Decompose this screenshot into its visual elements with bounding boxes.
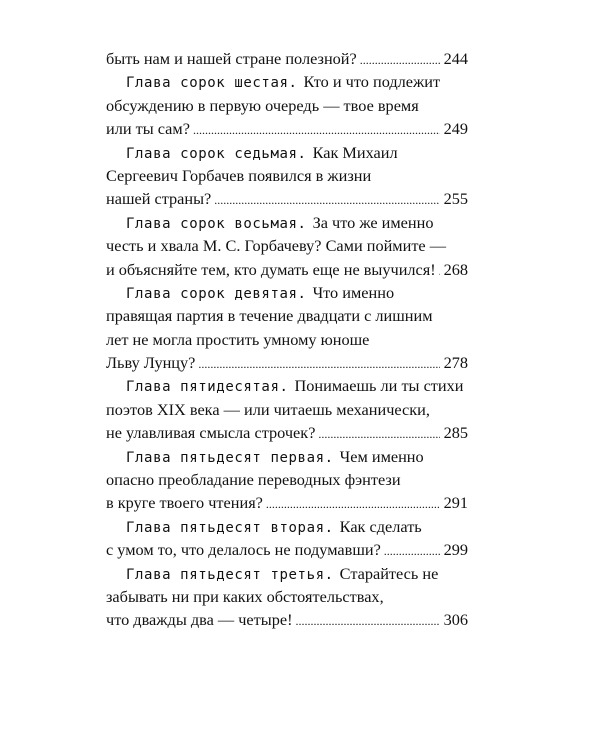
- page-number: 255: [443, 189, 468, 209]
- toc-entry-line: [106, 234, 468, 257]
- chapter-title-text: Как Михаил: [312, 142, 398, 162]
- chapter-title-text: что дважды два — четыре!: [106, 610, 293, 630]
- toc-entry-last-line: [106, 47, 468, 70]
- chapter-title-text: Что именно: [312, 282, 395, 302]
- chapter-title-text: обсуждению в первую очередь — твое время: [106, 95, 419, 115]
- dot-leader: [296, 610, 441, 633]
- chapter-title-text: За что же именно: [312, 212, 434, 232]
- page-number: 306: [443, 610, 468, 630]
- chapter-heading: Глава пятидесятая.: [126, 379, 289, 396]
- dot-leader: [266, 493, 440, 516]
- chapter-heading: Глава сорок девятая.: [126, 285, 307, 302]
- toc-entry-line: [106, 468, 468, 491]
- toc-entry[interactable]: [106, 47, 468, 70]
- chapter-title-text: правящая партия в течение двадцати с лишним: [106, 306, 433, 326]
- chapter-heading: Глава сорок седьмая.: [126, 145, 307, 162]
- dot-leader: [439, 260, 440, 283]
- toc-entry[interactable]: [106, 70, 468, 140]
- chapter-title-text: Льву Лунцу?: [106, 353, 196, 373]
- toc-entry-line: [106, 281, 468, 304]
- toc-entry[interactable]: [106, 445, 468, 515]
- toc-entry-line: [106, 398, 468, 421]
- toc-entry-last-line: [106, 351, 468, 374]
- chapter-title-text: Сергеевич Горбачев появился в жизни: [106, 165, 372, 185]
- chapter-title-text: или ты сам?: [106, 119, 190, 139]
- toc-entry-line: [106, 562, 468, 585]
- toc-entry[interactable]: [106, 211, 468, 281]
- chapter-title-text: Понимаешь ли ты стихи: [294, 376, 464, 396]
- toc-entry-last-line: [106, 187, 468, 210]
- chapter-title-text: Старайтесь не: [339, 563, 439, 583]
- toc-entry-line: [106, 141, 468, 164]
- chapter-title-text: забывать ни при каких обстоятельствах,: [106, 586, 384, 606]
- dot-leader: [198, 353, 440, 376]
- page-number: 268: [443, 259, 468, 279]
- chapter-title-text: опасно преобладание переводных фэнтези: [106, 470, 401, 490]
- page-number: 244: [443, 49, 468, 68]
- toc-entry-line: [106, 445, 468, 468]
- chapter-heading: Глава сорок восьмая.: [126, 215, 307, 232]
- toc-entry-last-line: [106, 258, 468, 281]
- chapter-heading: Глава пятьдесят вторая.: [126, 519, 334, 536]
- chapter-title-text: быть нам и нашей стране полезной?: [106, 49, 357, 68]
- toc-entry[interactable]: [106, 515, 468, 562]
- page-number: 249: [443, 119, 468, 139]
- chapter-title-text: нашей страны?: [106, 189, 212, 209]
- page-number: 278: [443, 353, 468, 373]
- page-number: 285: [443, 423, 468, 443]
- chapter-heading: Глава пятьдесят третья.: [126, 566, 334, 583]
- toc-entry[interactable]: [106, 281, 468, 375]
- toc-entry-line: [106, 211, 468, 234]
- page-number: 299: [443, 540, 468, 560]
- chapter-title-text: с умом то, что делалось не подумавши?: [106, 540, 381, 560]
- toc-entry-last-line: [106, 421, 468, 444]
- toc-entry-last-line: [106, 538, 468, 561]
- toc-entry[interactable]: [106, 141, 468, 211]
- toc-entry-line: [106, 164, 468, 187]
- toc-entry-line: [106, 585, 468, 608]
- toc-entry-last-line: [106, 608, 468, 631]
- chapter-title-text: в круге твоего чтения?: [106, 493, 263, 513]
- toc-entry-line: [106, 374, 468, 397]
- dot-leader: [318, 423, 440, 446]
- chapter-title-text: Кто и что подлежит: [303, 72, 441, 92]
- chapter-heading: Глава сорок шестая.: [126, 75, 298, 92]
- toc-entry-line: [106, 304, 468, 327]
- chapter-title-text: не улавливая смысла строчек?: [106, 423, 316, 443]
- toc-entry[interactable]: [106, 374, 468, 444]
- toc-entry-last-line: [106, 117, 468, 140]
- table-of-contents: [106, 47, 468, 632]
- chapter-title-text: Как сделать: [339, 516, 422, 536]
- chapter-title-text: поэтов XIX века — или читаешь механически,: [106, 399, 430, 419]
- chapter-title-text: лет не могла простить умному юноше: [106, 329, 370, 349]
- chapter-heading: Глава пятьдесят первая.: [126, 449, 334, 466]
- dot-leader: [360, 49, 440, 72]
- chapter-title-text: и объясняйте тем, кто думать еще не выучился!: [106, 259, 436, 279]
- page-number: 291: [443, 493, 468, 513]
- chapter-title-text: Чем именно: [339, 446, 424, 466]
- dot-leader: [214, 189, 440, 212]
- toc-entry-line: [106, 70, 468, 93]
- dot-leader: [193, 119, 440, 142]
- toc-entry-last-line: [106, 491, 468, 514]
- toc-entry[interactable]: [106, 562, 468, 632]
- toc-entry-line: [106, 328, 468, 351]
- dot-leader: [384, 540, 440, 563]
- toc-entry-line: [106, 94, 468, 117]
- toc-entry-line: [106, 515, 468, 538]
- chapter-title-text: честь и хвала М. С. Горбачеву? Сами поймите —: [106, 236, 447, 256]
